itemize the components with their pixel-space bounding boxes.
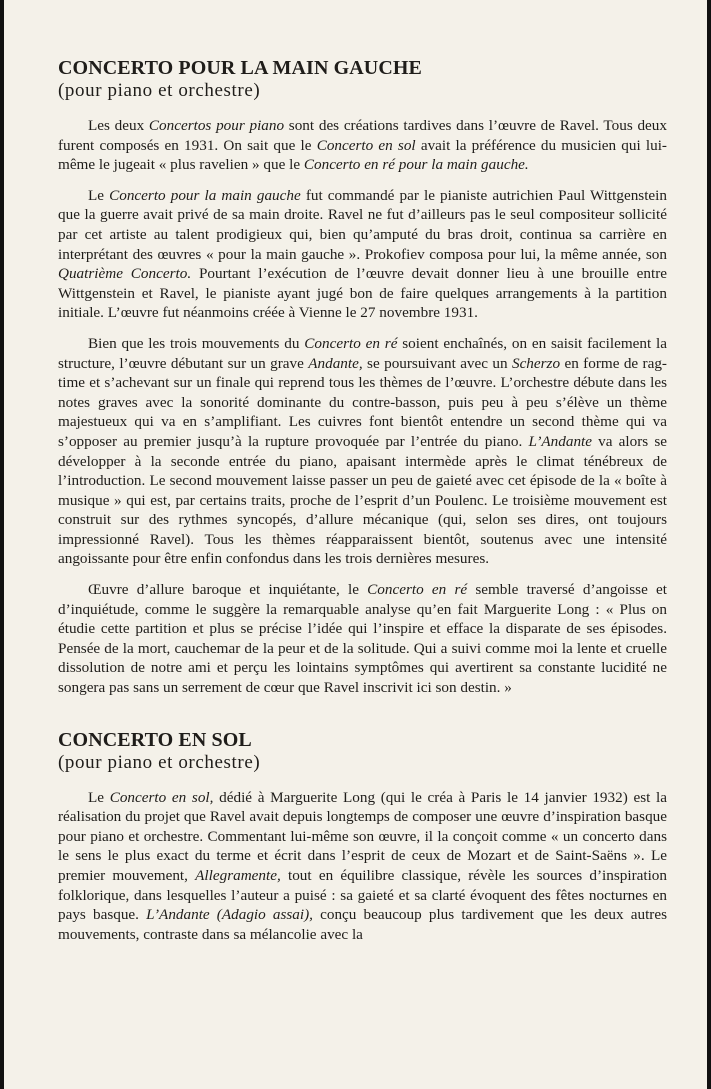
text-run: Pourtant l’exécution de l’œuvre devait donner lieu à une brouille entre Wittgenstein et Ravel, le pianiste ayant jugé bon de faire quelques arrangements à la partition initiale. L’œuvre fut néanmoins créée à Vienne le 27 novembre 1931. (58, 265, 667, 322)
italic-run: Concerto en ré (304, 334, 398, 352)
paragraph (58, 186, 667, 323)
italic-run: Quatrième Concerto. (58, 265, 192, 283)
italic-run: Andante, (308, 354, 363, 372)
text-run: soient enchaînés, on en saisit facilement la structure, l’œuvre débutant sur un grave (58, 334, 667, 372)
text-run: sont des créations tardives dans l’œuvre de Ravel. Tous deux furent composés en 1931. On sait que le (58, 117, 667, 154)
italic-run: Concerto en sol (316, 136, 416, 154)
document-page (58, 56, 667, 955)
text-run: Le (88, 186, 110, 204)
section-concerto-en-sol (58, 728, 667, 945)
text-run: en forme de rag-time et s’achevant sur un finale qui reprend tous les thèmes de l’œuvre. L’orchestre débute dans les notes graves avec la sonorité dominante du contre-basson, puis peu à peu s’élève un thème majestueux qui va en s’amplifiant. Les cuivres font bientôt entendre un second thème qui va s’opposer au premier jusqu’à la rupture provoquée par l’entrée du piano. (58, 354, 667, 450)
text-run: Bien que les trois mouvements du (88, 334, 305, 352)
text-run: Les deux (88, 117, 149, 134)
paragraph (58, 116, 667, 175)
text-run: Le (88, 788, 110, 806)
paragraph (58, 788, 667, 945)
text-run: avait la préférence du musicien qui lui-même le jugeait « plus ravelien » que le (58, 136, 667, 174)
italic-run: Concerto en ré pour la main gauche. (303, 156, 529, 174)
italic-run: Allegramente, (195, 867, 281, 884)
italic-run: Concerto en sol, (109, 788, 214, 806)
text-run: tout en équilibre classique, révèle les sources d’inspiration folklorique, dans lesquelles l’auteur a puisé : sa gaieté et sa clarté évoquent des fêtes nocturnes en pays basque. (58, 867, 667, 924)
italic-run: Concerto pour la main gauche (109, 186, 301, 204)
text-run: semble traversé d’angoisse et d’inquiétude, comme le suggère la remarquable analyse qu’en fait Marguerite Long : « Plus on étudie cette partition et plus se précise l’idée qui l’inspire et efface la disparate de ses épisodes. Pensée de la mort, cauchemar de la peur et de la solitude. Qui a suivi comme moi la lente et cruelle dissolution de notre ami et perçu les lointains symptômes qui avertirent sa constante lucidité ne songera pas sans un serrement de cœur que Ravel inscrivit ici son destin. » (58, 581, 667, 697)
italic-run: L’Andante (Adagio assai), (146, 906, 313, 924)
italic-run: L’Andante (528, 432, 593, 450)
text-run: va alors se développer à la seconde entrée du piano, apaisant intermède après le climat ténébreux de l’introduction. Le second mouvement laisse passer un peu de gaieté avec cet épisode de la « boîte à musique » qui est, par certains traits, proche de l’esprit d’un Poulenc. Le troisième mouvement est construit sur des rythmes syncopés, d’allure mécanique (qui, selon ses dires, ont toujours impressionné Ravel). Tous les thèmes réapparaissent bientôt, soutenus avec une intensité angoissante pour être enfin confondus dans les trois dernières mesures. (58, 432, 667, 568)
text-run: Œuvre d’allure baroque et inquiétante, le (88, 581, 368, 599)
italic-run: Concerto en ré (367, 581, 468, 599)
text-run: se poursuivant avec un (362, 354, 512, 372)
text-run: conçu beaucoup plus tardivement que les deux autres mouvements, contraste dans sa mélancolie avec la (58, 906, 668, 943)
paragraph (58, 580, 667, 698)
scan-border-right (707, 0, 711, 1089)
italic-run: Scherzo (511, 354, 561, 372)
italic-run: Concertos pour piano (148, 117, 285, 134)
text-run: fut commandé par le pianiste autrichien Paul Wittgenstein que la guerre avait privé de sa main droite. Ravel ne fut d’ailleurs pas le seul compositeur sollicité par cet artiste au talent prodigieux qui, bien qu’amputé du bras droit, continua sa carrière en interprétant des œuvres « pour la main gauche ». Prokofiev composa pour lui, la même année, son (58, 186, 667, 263)
section-subtitle: (pour piano et orchestre) (58, 80, 261, 101)
section-title: CONCERTO POUR LA MAIN GAUCHE (58, 57, 422, 79)
paragraph (58, 334, 667, 569)
section-title: CONCERTO EN SOL (58, 728, 252, 751)
section-subtitle: (pour piano et orchestre) (58, 751, 261, 773)
scan-border-left (0, 0, 4, 1089)
section-concerto-main-gauche (58, 56, 667, 698)
text-run: dédié à Marguerite Long (qui le créa à Paris le 14 janvier 1932) est la réalisation du projet que Ravel avait depuis longtemps de composer une œuvre d’inspiration basque pour piano et orchestre. Commentant lui-même son œuvre, il la conçoit comme « un concerto dans le sens le plus exact du terme et écrit dans l’esprit de ceux de Mozart et de Saint-Saëns ». Le premier mouvement, (58, 788, 667, 884)
